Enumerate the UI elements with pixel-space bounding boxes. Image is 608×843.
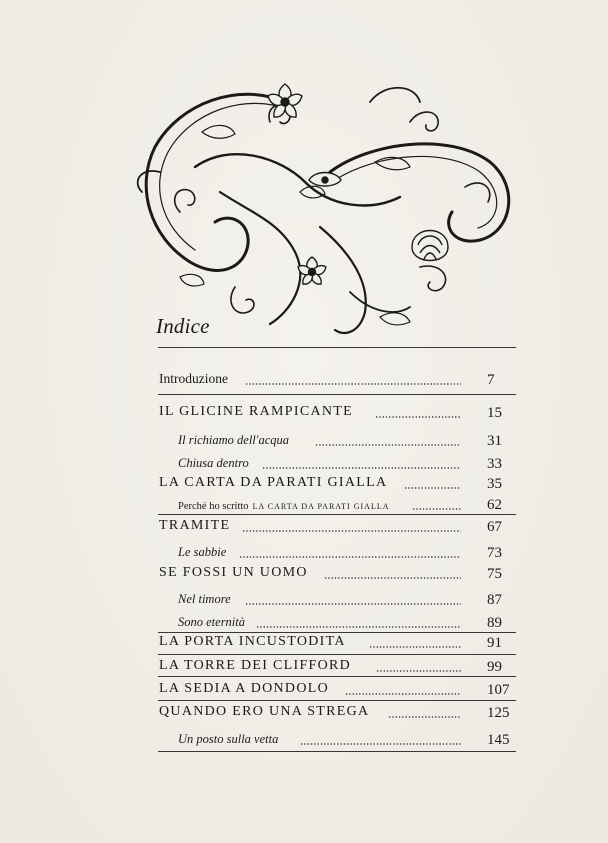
toc-leader-dots [388, 716, 461, 718]
bottom-rule [158, 751, 516, 752]
toc-page-number: 99 [487, 659, 502, 675]
section-rule [158, 654, 516, 655]
toc-leader-dots [245, 603, 461, 605]
toc-label: LA CARTA DA PARATI GIALLA [159, 475, 388, 490]
toc-leader-dots [376, 670, 461, 672]
toc-leader-dots [324, 577, 461, 579]
toc-page-number: 91 [487, 635, 502, 651]
section-rule [158, 514, 516, 515]
toc-page-number: 107 [487, 682, 510, 698]
toc-label: Nel timore [178, 592, 231, 606]
toc-entry-eternita[interactable] [0, 612, 608, 632]
toc-entry-strega[interactable] [0, 702, 608, 722]
toc-entry-torre[interactable] [0, 656, 608, 676]
toc-entry-fossi[interactable] [0, 563, 608, 583]
toc-leader-dots [412, 508, 461, 510]
toc-label: Sono eternità [178, 615, 246, 629]
toc-page-number: 33 [487, 456, 502, 472]
toc-page-number: 7 [487, 372, 495, 388]
section-rule [158, 700, 516, 701]
toc-page-number: 67 [487, 519, 502, 535]
toc-leader-dots [256, 626, 461, 628]
toc-leader-dots [369, 646, 461, 648]
toc-page-number: 125 [487, 705, 510, 721]
toc-page-number: 145 [487, 732, 510, 748]
top-rule [158, 347, 516, 348]
toc-entry-carta[interactable] [0, 473, 608, 493]
toc-label: Le sabbie [178, 545, 227, 559]
toc-page-number: 31 [487, 433, 502, 449]
toc-entry-chiusa[interactable] [0, 453, 608, 473]
toc-page-number: 89 [487, 615, 502, 631]
toc-leader-dots [375, 416, 461, 418]
toc-label: LA TORRE DEI CLIFFORD [159, 658, 352, 673]
toc-entry-vetta[interactable] [0, 729, 608, 749]
toc-entry-tramite[interactable] [0, 516, 608, 536]
toc-entry-sedia[interactable] [0, 679, 608, 699]
toc-label: Chiusa dentro [178, 456, 249, 470]
toc-entry-timore[interactable] [0, 589, 608, 609]
toc-label: SE FOSSI UN UOMO [159, 565, 308, 580]
toc-leader-dots [404, 487, 461, 489]
toc-label [178, 501, 390, 512]
toc-label: LA PORTA INCUSTODITA [159, 634, 346, 649]
toc-entry-porta[interactable] [0, 632, 608, 652]
toc-label: Introduzione [159, 371, 228, 386]
toc-label: IL GLICINE RAMPICANTE [159, 404, 353, 419]
floral-scroll-ornament-icon [120, 62, 520, 347]
toc-leader-dots [300, 743, 461, 745]
toc-leader-dots [262, 467, 461, 469]
toc-page-number: 35 [487, 476, 502, 492]
toc-page-number: 73 [487, 545, 502, 561]
toc-leader-dots [345, 693, 461, 695]
toc-page-number: 87 [487, 592, 502, 608]
toc-leader-dots [315, 444, 461, 446]
toc-entry-perche[interactable] [0, 494, 608, 514]
toc-leader-dots [239, 556, 461, 558]
toc-label: QUANDO ERO UNA STREGA [159, 704, 370, 719]
toc-entry-glicine[interactable] [0, 402, 608, 422]
toc-page-number: 75 [487, 566, 502, 582]
toc-label: LA SEDIA A DONDOLO [159, 681, 330, 696]
toc-page-number: 62 [487, 497, 502, 513]
toc-label: TRAMITE [159, 518, 231, 533]
toc-label-caps: LA CARTA DA PARATI GIALLA [252, 502, 390, 511]
index-title: Indice [156, 314, 210, 338]
section-rule [158, 394, 516, 395]
toc-label-text: Perché ho scritto [178, 501, 249, 512]
toc-entry-sabbie[interactable] [0, 542, 608, 562]
toc-page-number: 15 [487, 405, 502, 421]
toc-entry-introduzione[interactable] [0, 369, 608, 389]
section-rule [158, 676, 516, 677]
toc-leader-dots [242, 530, 461, 532]
toc-label: Il richiamo dell'acqua [178, 433, 289, 447]
toc-entry-richiamo[interactable] [0, 430, 608, 450]
toc-leader-dots [245, 383, 461, 385]
toc-label: Un posto sulla vetta [178, 732, 279, 746]
